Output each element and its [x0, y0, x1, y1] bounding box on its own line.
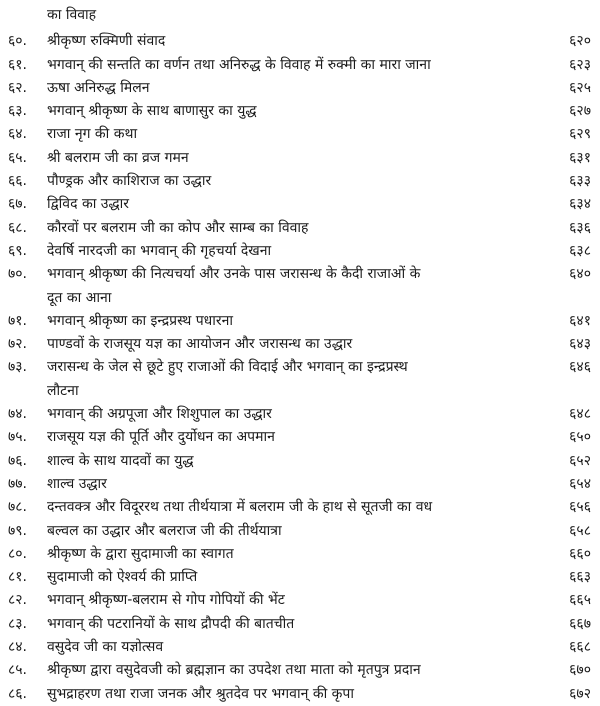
- toc-entry: [0, 403, 600, 426]
- entry-page-number: ६२९: [569, 126, 591, 143]
- entry-page-number: ६२०: [569, 33, 591, 50]
- entry-title-wrap: लौटना: [47, 382, 79, 399]
- entry-page-number: ६४६: [569, 359, 591, 376]
- toc-entry: [0, 54, 600, 77]
- entry-title-continuation: का विवाह: [47, 7, 97, 23]
- toc-entry: [0, 123, 600, 146]
- toc-entry: [0, 356, 600, 379]
- entry-number: ७९.: [8, 522, 28, 539]
- entry-number: ७६.: [8, 452, 28, 469]
- entry-number: ८३.: [8, 615, 28, 632]
- toc-entry: [0, 193, 600, 216]
- entry-title: पौण्ड्रक और काशिराज का उद्धार: [47, 173, 212, 190]
- entry-number: ६२.: [8, 79, 28, 96]
- toc-entry: [0, 30, 600, 53]
- entry-page-number: ६३६: [569, 219, 591, 236]
- entry-page-number: ६७२: [569, 685, 591, 702]
- toc-entry: [0, 100, 600, 123]
- entry-number: ७२.: [8, 336, 28, 353]
- entry-title: देवर्षि नारदजी का भगवान् की गृहचर्या देखना: [47, 242, 272, 259]
- entry-title: कौरवों पर बलराम जी का कोप और साम्ब का विवाह: [47, 219, 309, 236]
- entry-page-number: ६६८: [569, 639, 591, 656]
- entry-page-number: ६६७: [569, 615, 591, 632]
- entry-number: ७५.: [8, 429, 28, 446]
- entry-number: ७३.: [8, 359, 28, 376]
- toc-entry: [0, 450, 600, 473]
- entry-number: ८६.: [8, 685, 28, 702]
- entry-title: शाल्व उद्धार: [47, 475, 107, 492]
- entry-title: शाल्व के साथ यादवों का युद्ध: [47, 452, 194, 469]
- toc-entry: [0, 520, 600, 543]
- entry-page-number: ६२७: [569, 103, 591, 120]
- toc-entry-wrap: [0, 287, 600, 310]
- entry-page-number: ६६०: [569, 545, 591, 562]
- toc-entry: [0, 147, 600, 170]
- toc-entry: [0, 310, 600, 333]
- toc-entry: [0, 589, 600, 612]
- toc-entry: [0, 683, 600, 706]
- entry-page-number: ६४०: [569, 266, 591, 283]
- entry-number: ७०.: [8, 266, 28, 283]
- entry-title-wrap: दूत का आना: [47, 289, 112, 306]
- entry-number: ८४.: [8, 639, 28, 656]
- entry-number: ८२.: [8, 592, 28, 609]
- entry-number: ८०.: [8, 545, 28, 562]
- entry-page-number: ६७०: [569, 662, 591, 679]
- entry-page-number: ६४३: [569, 336, 591, 353]
- entry-title: भगवान् श्रीकृष्ण की नित्यचर्या और उनके पास जरासन्ध के कैदी राजाओं के: [47, 266, 421, 283]
- entry-number: ७७.: [8, 475, 28, 492]
- entry-title: भगवान् श्रीकृष्ण के साथ बाणासुर का युद्ध: [47, 103, 257, 120]
- entry-title: श्रीकृष्ण रुक्मिणी संवाद: [47, 33, 166, 50]
- entry-page-number: ६२५: [569, 79, 591, 96]
- entry-title: सुदामाजी को ऐश्वर्य की प्राप्ति: [47, 569, 198, 586]
- toc-entry-wrap: [0, 380, 600, 403]
- entry-title: श्री बलराम जी का व्रज गमन: [47, 149, 189, 166]
- entry-title: जरासन्ध के जेल से छूटे हुए राजाओं की विदाई और भगवान् का इन्द्रप्रस्थ: [47, 359, 408, 376]
- entry-page-number: ६३१: [569, 149, 591, 166]
- entry-page-number: ६४८: [569, 406, 591, 423]
- entry-number: ८५.: [8, 662, 28, 679]
- entry-page-number: ६३४: [569, 196, 591, 213]
- entry-number: ६०.: [8, 33, 28, 50]
- entry-number: ६३.: [8, 103, 28, 120]
- entry-title: भगवान् की पटरानियों के साथ द्रौपदी की बातचीत: [47, 615, 295, 632]
- entry-title: भगवान् की अग्रपूजा और शिशुपाल का उद्धार: [47, 406, 272, 423]
- entry-number: ६७.: [8, 196, 28, 213]
- toc-entry: [0, 170, 600, 193]
- entry-page-number: ६६५: [569, 592, 591, 609]
- entry-page-number: ६५६: [569, 499, 591, 516]
- toc-entry: [0, 613, 600, 636]
- entry-title: बल्वल का उद्धार और बलराज जी की तीर्थयात्रा: [47, 522, 282, 539]
- toc-entry: [0, 426, 600, 449]
- entry-title: ऊषा अनिरुद्ध मिलन: [47, 79, 150, 96]
- entry-number: ६१.: [8, 56, 28, 73]
- entry-title: भगवान् श्रीकृष्ण का इन्द्रप्रस्थ पधारना: [47, 312, 234, 329]
- entry-page-number: ६३८: [569, 242, 591, 259]
- entry-page-number: ६५२: [569, 452, 591, 469]
- toc-entry: [0, 543, 600, 566]
- toc-entry: [0, 333, 600, 356]
- entry-title: भगवान् श्रीकृष्ण-बलराम से गोप गोपियों की भेंट: [47, 592, 285, 609]
- entry-page-number: ६३३: [569, 173, 591, 190]
- entry-number: ८१.: [8, 569, 28, 586]
- toc-entry: [0, 636, 600, 659]
- toc-entry: [0, 473, 600, 496]
- toc-entry: [0, 240, 600, 263]
- entry-title: द्विविद का उद्धार: [47, 196, 130, 213]
- entry-page-number: ६५४: [569, 475, 591, 492]
- entry-number: ६५.: [8, 149, 28, 166]
- entry-page-number: ६५८: [569, 522, 591, 539]
- toc-entry: [0, 263, 600, 286]
- toc-entry: [0, 217, 600, 240]
- entry-page-number: ६६३: [569, 569, 591, 586]
- entry-number: ७१.: [8, 312, 28, 329]
- entry-page-number: ६५०: [569, 429, 591, 446]
- entry-number: ६६.: [8, 173, 28, 190]
- entry-title: भगवान् की सन्तति का वर्णन तथा अनिरुद्ध के विवाह में रुक्मी का मारा जाना: [47, 56, 431, 73]
- entry-title: राजा नृग की कथा: [47, 126, 138, 143]
- continued-entry-line: [0, 4, 600, 27]
- entry-title: वसुदेव जी का यज्ञोत्सव: [47, 639, 164, 656]
- toc-entry: [0, 659, 600, 682]
- entry-title: राजसूय यज्ञ की पूर्ति और दुर्योधन का अपमान: [47, 429, 275, 446]
- entry-page-number: ६४१: [569, 312, 591, 329]
- entry-title: दन्तवक्त्र और विदूररथ तथा तीर्थयात्रा में बलराम जी के हाथ से सूतजी का वध: [47, 499, 433, 516]
- toc-entry: [0, 77, 600, 100]
- toc-entry: [0, 496, 600, 519]
- entry-number: ६८.: [8, 219, 28, 236]
- entry-number: ७४.: [8, 406, 28, 423]
- entry-number: ६९.: [8, 242, 28, 259]
- entry-title: पाण्डवों के राजसूय यज्ञ का आयोजन और जरासन्ध का उद्धार: [47, 336, 353, 353]
- entry-number: ७८.: [8, 499, 28, 516]
- entry-page-number: ६२३: [569, 56, 591, 73]
- entry-title: श्रीकृष्ण द्वारा वसुदेवजी को ब्रह्मज्ञान का उपदेश तथा माता को मृतपुत्र प्रदान: [47, 662, 421, 679]
- toc-entry: [0, 566, 600, 589]
- entry-title: श्रीकृष्ण के द्वारा सुदामाजी का स्वागत: [47, 545, 234, 562]
- entry-title: सुभद्राहरण तथा राजा जनक और श्रुतदेव पर भगवान् की कृपा: [47, 685, 354, 702]
- entry-number: ६४.: [8, 126, 28, 143]
